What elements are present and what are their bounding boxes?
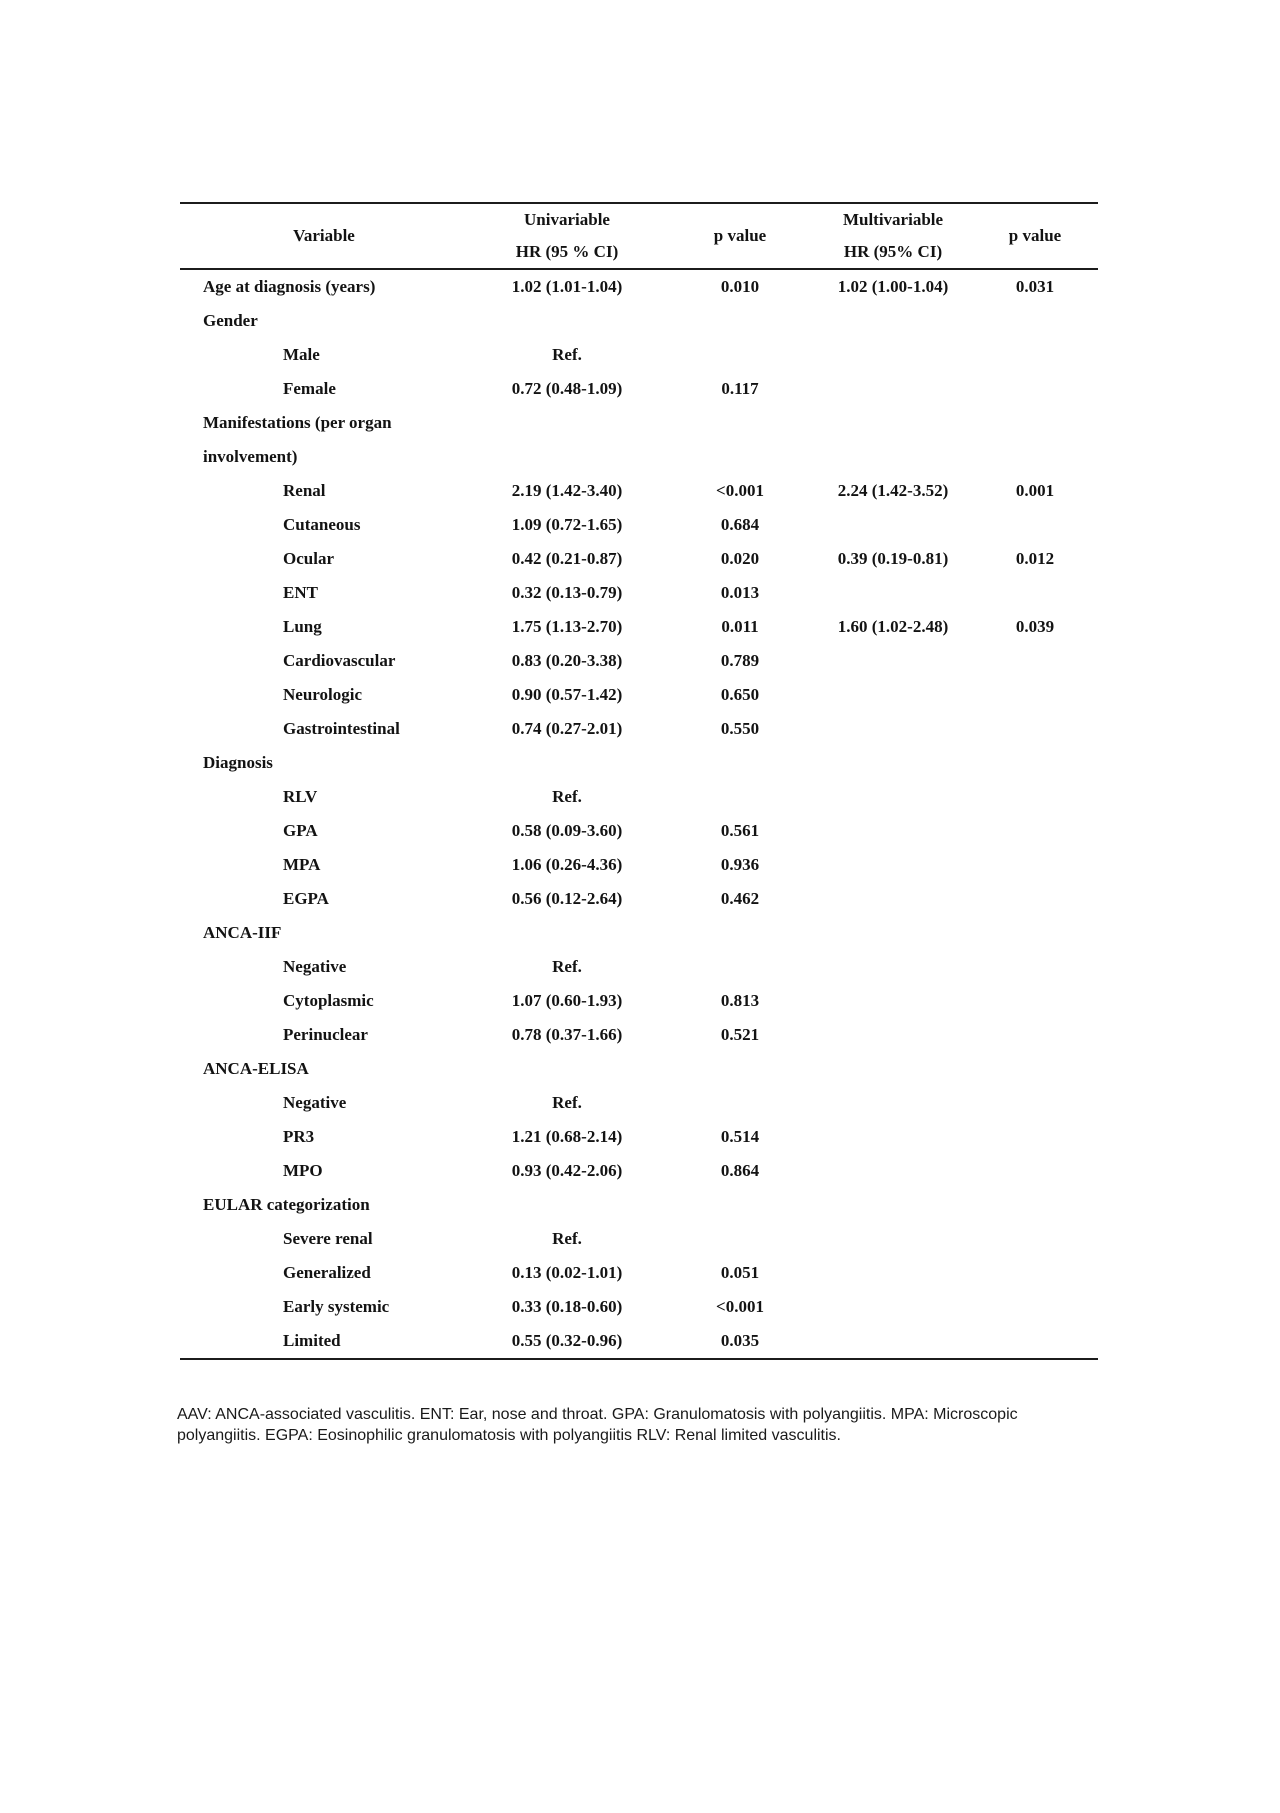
table-row <box>180 1256 1098 1290</box>
univariable-hr-cell: 1.06 (0.26-4.36) <box>511 855 623 874</box>
univariable-p-cell <box>666 1188 814 1222</box>
univariable-p-cell: 0.684 <box>720 515 760 534</box>
univariable-p-cell: 0.550 <box>720 719 760 738</box>
table-row <box>180 814 1098 848</box>
multivariable-p-cell <box>972 644 1098 678</box>
variable-cell: GPA <box>283 821 318 840</box>
table-row <box>180 1324 1098 1359</box>
table-row <box>180 780 1098 814</box>
multivariable-hr-cell <box>814 814 972 848</box>
multivariable-p-cell <box>972 338 1098 372</box>
multivariable-p-cell: 0.039 <box>1015 617 1055 636</box>
column-header-p-value-1: p value <box>713 226 767 245</box>
multivariable-hr-cell <box>814 1324 972 1359</box>
variable-cell: RLV <box>283 787 318 806</box>
table-row <box>180 610 1098 644</box>
univariable-p-cell <box>666 916 814 950</box>
multivariable-hr-cell <box>814 1086 972 1120</box>
footnote-line-2: polyangiitis. EGPA: Eosinophilic granulomatosis with polyangiitis RLV: Renal limited vasculitis. <box>177 1427 841 1444</box>
multivariable-hr-cell <box>814 916 972 950</box>
univariable-hr-cell: 0.58 (0.09-3.60) <box>511 821 623 840</box>
univariable-hr-cell: 0.56 (0.12-2.64) <box>511 889 623 908</box>
multivariable-hr-cell <box>814 746 972 780</box>
univariable-p-cell <box>666 406 814 474</box>
column-header-univariable-hr <box>468 203 666 269</box>
multivariable-p-cell <box>972 576 1098 610</box>
univariable-hr-cell <box>468 1188 666 1222</box>
multivariable-p-cell: 0.001 <box>1015 481 1055 500</box>
multivariable-hr-cell <box>814 304 972 338</box>
table-row <box>180 916 1098 950</box>
regression-table <box>180 202 1098 1360</box>
table-row <box>180 1120 1098 1154</box>
multivariable-p-cell <box>972 1154 1098 1188</box>
univariable-hr-cell: Ref. <box>552 787 582 806</box>
multivariable-hr-cell <box>814 1188 972 1222</box>
univariable-hr-cell: 1.75 (1.13-2.70) <box>511 617 623 636</box>
multivariable-hr-cell <box>814 780 972 814</box>
univariable-hr-cell: 0.83 (0.20-3.38) <box>511 651 623 670</box>
table-row <box>180 678 1098 712</box>
multivariable-p-cell <box>972 1188 1098 1222</box>
multivariable-p-cell: 0.031 <box>1015 277 1055 296</box>
multivariable-p-cell <box>972 780 1098 814</box>
univariable-hr-cell <box>468 406 666 474</box>
univariable-hr-cell: Ref. <box>552 1093 582 1112</box>
variable-cell: ENT <box>283 583 318 602</box>
column-header-p-value-2: p value <box>1008 226 1062 245</box>
table-row <box>180 406 1098 474</box>
univariable-p-cell: 0.117 <box>721 379 759 398</box>
multivariable-p-cell: 0.012 <box>1015 549 1055 568</box>
table-row <box>180 746 1098 780</box>
multivariable-p-cell <box>972 678 1098 712</box>
univariable-p-cell: 0.020 <box>720 549 760 568</box>
multivariable-hr-cell: 1.60 (1.02-2.48) <box>837 617 949 636</box>
multivariable-hr-cell <box>814 984 972 1018</box>
univariable-p-cell: <0.001 <box>716 1297 764 1316</box>
univariable-hr-cell: 0.33 (0.18-0.60) <box>511 1297 623 1316</box>
table-row <box>180 474 1098 508</box>
multivariable-p-cell <box>972 1086 1098 1120</box>
multivariable-hr-cell <box>814 848 972 882</box>
univariable-hr-cell: 2.19 (1.42-3.40) <box>511 481 623 500</box>
table-row <box>180 1188 1098 1222</box>
multivariable-p-cell <box>972 406 1098 474</box>
multivariable-hr-cell <box>814 1052 972 1086</box>
univariable-hr-cell: 0.32 (0.13-0.79) <box>511 583 623 602</box>
multivariable-p-cell <box>972 372 1098 406</box>
table-header-row <box>180 203 1098 269</box>
univariable-p-cell: 0.789 <box>720 651 760 670</box>
multivariable-hr-cell <box>814 882 972 916</box>
univariable-p-cell <box>666 1222 814 1256</box>
univariable-p-cell: 0.013 <box>720 583 760 602</box>
univariable-p-cell <box>666 338 814 372</box>
table-row <box>180 372 1098 406</box>
multivariable-p-cell <box>972 1120 1098 1154</box>
multivariable-p-cell <box>972 1052 1098 1086</box>
multivariable-p-cell <box>972 916 1098 950</box>
variable-cell: Ocular <box>283 549 334 568</box>
univariable-p-cell: 0.864 <box>720 1161 760 1180</box>
multivariable-hr-cell <box>814 576 972 610</box>
univariable-p-cell: 0.521 <box>720 1025 760 1044</box>
multivariable-hr-cell <box>814 338 972 372</box>
regression-table-container <box>180 202 1098 1360</box>
variable-cell: Gastrointestinal <box>283 719 400 738</box>
univariable-hr-cell: 1.21 (0.68-2.14) <box>511 1127 623 1146</box>
univariable-hr-cell <box>468 746 666 780</box>
univariable-hr-cell: 0.74 (0.27-2.01) <box>511 719 623 738</box>
multivariable-hr-cell <box>814 1018 972 1052</box>
variable-cell: Male <box>283 345 320 364</box>
variable-cell: Limited <box>283 1331 341 1350</box>
univariable-p-cell: 0.561 <box>720 821 760 840</box>
variable-cell: Gender <box>203 311 258 330</box>
table-row <box>180 950 1098 984</box>
table-row <box>180 1222 1098 1256</box>
multivariable-hr-cell <box>814 1256 972 1290</box>
multivariable-hr-cell <box>814 678 972 712</box>
column-header-univariable-line1: Univariable <box>524 210 610 229</box>
univariable-p-cell: 0.462 <box>720 889 760 908</box>
multivariable-hr-cell <box>814 1154 972 1188</box>
multivariable-hr-cell <box>814 1120 972 1154</box>
multivariable-p-cell <box>972 814 1098 848</box>
multivariable-p-cell <box>972 1018 1098 1052</box>
multivariable-p-cell <box>972 848 1098 882</box>
univariable-p-cell: <0.001 <box>716 481 764 500</box>
table-row <box>180 712 1098 746</box>
variable-cell: EGPA <box>283 889 329 908</box>
univariable-p-cell: 0.514 <box>720 1127 760 1146</box>
table-row <box>180 882 1098 916</box>
table-row <box>180 984 1098 1018</box>
table-row <box>180 1086 1098 1120</box>
column-header-variable: Variable <box>293 226 355 245</box>
univariable-p-cell <box>666 1086 814 1120</box>
univariable-hr-cell: 0.78 (0.37-1.66) <box>511 1025 623 1044</box>
variable-cell: Cardiovascular <box>283 651 396 670</box>
univariable-hr-cell: 0.93 (0.42-2.06) <box>511 1161 623 1180</box>
table-row <box>180 1290 1098 1324</box>
table-row <box>180 644 1098 678</box>
multivariable-p-cell <box>972 950 1098 984</box>
table-row <box>180 1154 1098 1188</box>
footnote-line-1: AAV: ANCA-associated vasculitis. ENT: Ear, nose and throat. GPA: Granulomatosis with polyangiitis. MPA: Microscopic <box>177 1406 1018 1423</box>
variable-cell: Female <box>283 379 336 398</box>
univariable-hr-cell <box>468 304 666 338</box>
univariable-hr-cell <box>468 916 666 950</box>
univariable-p-cell <box>666 304 814 338</box>
table-row <box>180 848 1098 882</box>
column-header-multivariable-line1: Multivariable <box>842 210 944 229</box>
multivariable-p-cell <box>972 508 1098 542</box>
table-row <box>180 304 1098 338</box>
table-row <box>180 1018 1098 1052</box>
multivariable-hr-cell <box>814 508 972 542</box>
variable-cell: MPA <box>283 855 321 874</box>
multivariable-p-cell <box>972 712 1098 746</box>
multivariable-hr-cell: 1.02 (1.00-1.04) <box>837 277 949 296</box>
multivariable-p-cell <box>972 984 1098 1018</box>
variable-cell: Early systemic <box>283 1297 390 1316</box>
univariable-p-cell: 0.936 <box>720 855 760 874</box>
variable-cell: Cytoplasmic <box>283 991 374 1010</box>
multivariable-hr-cell <box>814 950 972 984</box>
univariable-p-cell: 0.035 <box>720 1331 760 1350</box>
variable-cell: PR3 <box>283 1127 315 1146</box>
multivariable-p-cell <box>972 1256 1098 1290</box>
multivariable-hr-cell <box>814 406 972 474</box>
multivariable-p-cell <box>972 746 1098 780</box>
column-header-univariable-line2: HR (95 % CI) <box>515 242 619 261</box>
univariable-hr-cell: Ref. <box>552 345 582 364</box>
variable-cell: Lung <box>283 617 322 636</box>
univariable-p-cell <box>666 1052 814 1086</box>
univariable-hr-cell: 1.02 (1.01-1.04) <box>511 277 623 296</box>
multivariable-hr-cell <box>814 1222 972 1256</box>
variable-cell: Perinuclear <box>283 1025 368 1044</box>
multivariable-hr-cell <box>814 1290 972 1324</box>
variable-cell: Manifestations (per organ involvement) <box>203 413 392 466</box>
column-header-multivariable-hr <box>814 203 972 269</box>
variable-cell: Cutaneous <box>283 515 361 534</box>
univariable-hr-cell: 0.13 (0.02-1.01) <box>511 1263 623 1282</box>
table-footnote <box>177 1404 1127 1446</box>
univariable-p-cell: 0.010 <box>720 277 760 296</box>
multivariable-p-cell <box>972 1222 1098 1256</box>
univariable-p-cell <box>666 950 814 984</box>
univariable-hr-cell: 1.09 (0.72-1.65) <box>511 515 623 534</box>
univariable-p-cell: 0.051 <box>720 1263 760 1282</box>
univariable-p-cell: 0.011 <box>721 617 759 636</box>
univariable-hr-cell: 1.07 (0.60-1.93) <box>511 991 623 1010</box>
variable-cell: ANCA-IIF <box>203 923 282 942</box>
column-header-multivariable-line2: HR (95% CI) <box>843 242 943 261</box>
variable-cell: Renal <box>283 481 326 500</box>
variable-cell: EULAR categorization <box>203 1195 370 1214</box>
multivariable-p-cell <box>972 1290 1098 1324</box>
multivariable-hr-cell: 0.39 (0.19-0.81) <box>837 549 949 568</box>
univariable-hr-cell <box>468 1052 666 1086</box>
variable-cell: Generalized <box>283 1263 371 1282</box>
multivariable-hr-cell <box>814 712 972 746</box>
table-row <box>180 508 1098 542</box>
univariable-p-cell <box>666 780 814 814</box>
univariable-hr-cell: Ref. <box>552 1229 582 1248</box>
multivariable-hr-cell <box>814 644 972 678</box>
multivariable-hr-cell: 2.24 (1.42-3.52) <box>837 481 949 500</box>
table-row <box>180 1052 1098 1086</box>
variable-cell: Negative <box>283 957 347 976</box>
univariable-p-cell <box>666 746 814 780</box>
table-row <box>180 338 1098 372</box>
univariable-p-cell: 0.650 <box>720 685 760 704</box>
multivariable-p-cell <box>972 304 1098 338</box>
multivariable-p-cell <box>972 1324 1098 1359</box>
variable-cell: Negative <box>283 1093 347 1112</box>
multivariable-hr-cell <box>814 372 972 406</box>
variable-cell: Severe renal <box>283 1229 373 1248</box>
univariable-hr-cell: 0.72 (0.48-1.09) <box>511 379 623 398</box>
variable-cell: Age at diagnosis (years) <box>203 277 376 296</box>
univariable-hr-cell: Ref. <box>552 957 582 976</box>
variable-cell: Diagnosis <box>203 753 273 772</box>
variable-cell: ANCA-ELISA <box>203 1059 309 1078</box>
variable-cell: Neurologic <box>283 685 363 704</box>
table-row <box>180 269 1098 304</box>
table-body <box>180 269 1098 1359</box>
univariable-hr-cell: 0.90 (0.57-1.42) <box>511 685 623 704</box>
multivariable-p-cell <box>972 882 1098 916</box>
table-row <box>180 576 1098 610</box>
univariable-hr-cell: 0.42 (0.21-0.87) <box>511 549 623 568</box>
table-row <box>180 542 1098 576</box>
variable-cell: MPO <box>283 1161 323 1180</box>
univariable-p-cell: 0.813 <box>720 991 760 1010</box>
univariable-hr-cell: 0.55 (0.32-0.96) <box>511 1331 623 1350</box>
